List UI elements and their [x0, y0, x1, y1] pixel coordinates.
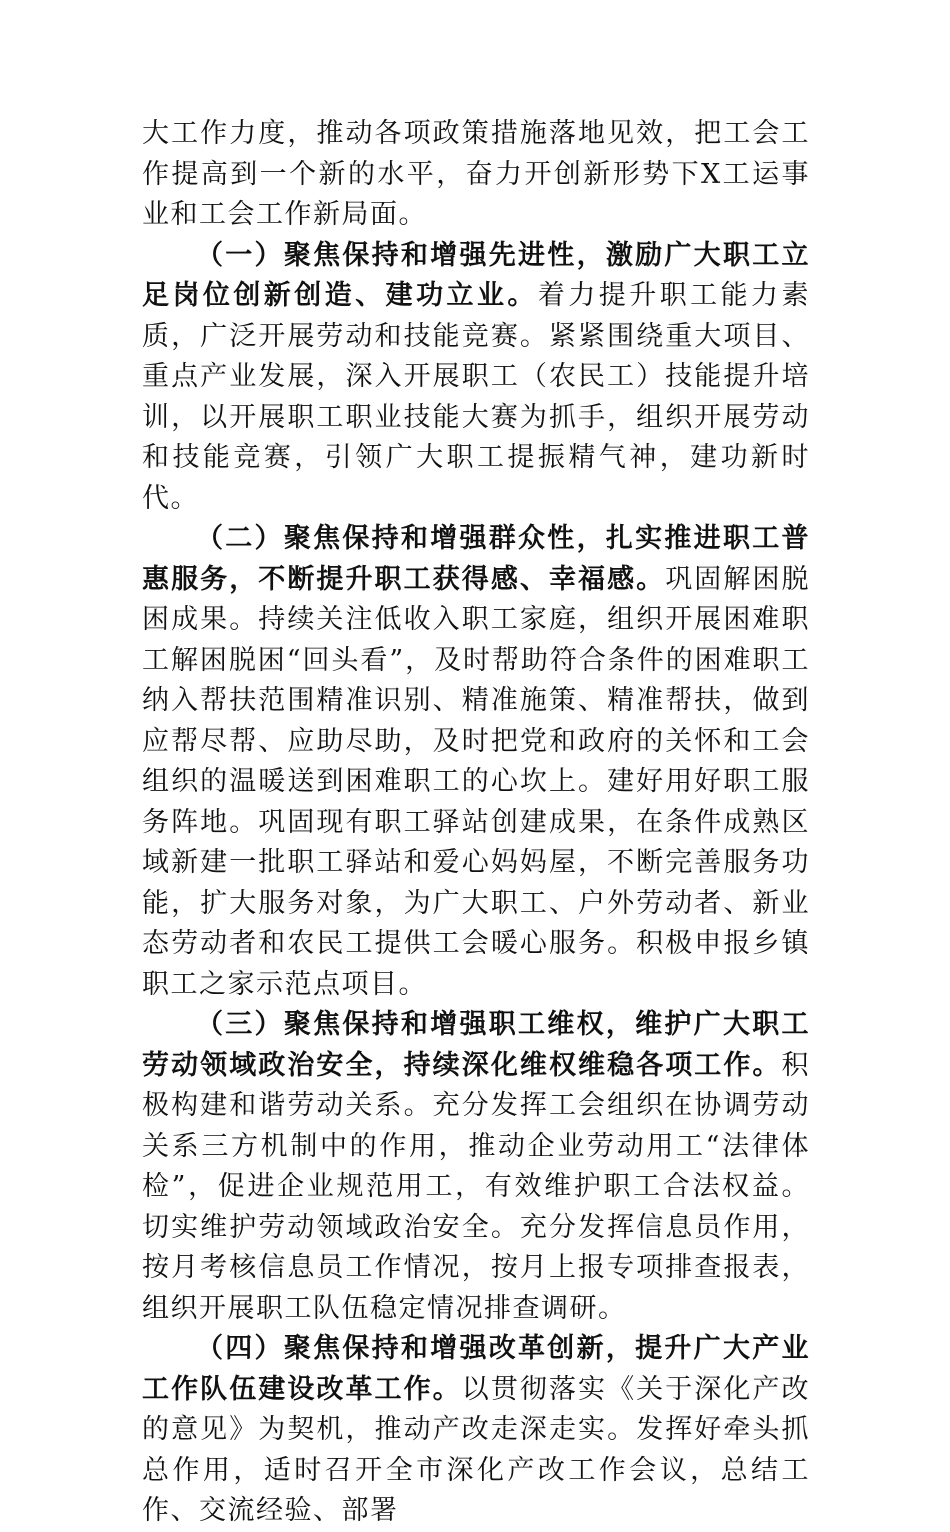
paragraph-body: 巩固解困脱困成果。持续关注低收入职工家庭，组织开展困难职工解困脱困“回头看”，及时帮助符合条件的困难职工纳入帮扶范围精准识别、精准施策、精准帮扶，做到应帮尽帮、应助尽助，及时把党和政府的关怀和工会组织的温暖送到困难职工的心坎上。建好用好职工服务阵地。巩固现有职工驿站创建成果，在条件成熟区域新建一批职工驿站和爱心妈妈屋，不断完善服务功能，扩大服务对象，为广大职工、户外劳动者、新业态劳动者和农民工提供工会暖心服务。积极申报乡镇职工之家示范点项目。	[142, 563, 811, 1000]
paragraph-section-1	[142, 236, 810, 520]
section-heading: （二）聚焦保持和增强群众性，扎实推进职工普惠服务，不断提升职工获得感、幸福感。	[142, 523, 810, 595]
paragraph-intro	[142, 114, 810, 236]
paragraph-section-2	[142, 519, 810, 1005]
paragraph-body: 以贯彻落实《关于深化产改的意见》为契机，推动产改走深走实。发挥好牵头抓总作用，适时召开全市深化产改工作会议，总结工作、交流经验、部署	[142, 1373, 810, 1526]
paragraph-body: 着力提升职工能力素质，广泛开展劳动和技能竞赛。紧紧围绕重大项目、重点产业发展，深入开展职工（农民工）技能提升培训，以开展职工职业技能大赛为抓手，组织开展劳动和技能竞赛，引领广大职工提振精气神，建功新时代。	[142, 280, 811, 514]
paragraph-section-3	[142, 1005, 810, 1329]
section-heading: （四）聚焦保持和增强改革创新，提升广大产业工作队伍建设改革工作。	[142, 1333, 810, 1405]
section-heading: （三）聚焦保持和增强职工维权，维护广大职工劳动领域政治安全，持续深化维权维稳各项工作。	[142, 1009, 810, 1081]
paragraph-body: 大工作力度，推动各项政策措施落地见效，把工会工作提高到一个新的水平，奋力开创新形势下X工运事业和工会工作新局面。	[142, 118, 810, 230]
paragraph-section-4	[142, 1329, 810, 1532]
section-heading: （一）聚焦保持和增强先进性，激励广大职工立足岗位创新创造、建功立业。	[142, 239, 810, 311]
paragraph-body: 积极构建和谐劳动关系。充分发挥工会组织在协调劳动关系三方机制中的作用，推动企业劳动用工“法律体检”，促进企业规范用工，有效维护职工合法权益。切实维护劳动领域政治安全。充分发挥信息员作用，按月考核信息员工作情况，按月上报专项排查报表，组织开展职工队伍稳定情况排查调研。	[142, 1049, 810, 1324]
document-page	[142, 114, 810, 1532]
